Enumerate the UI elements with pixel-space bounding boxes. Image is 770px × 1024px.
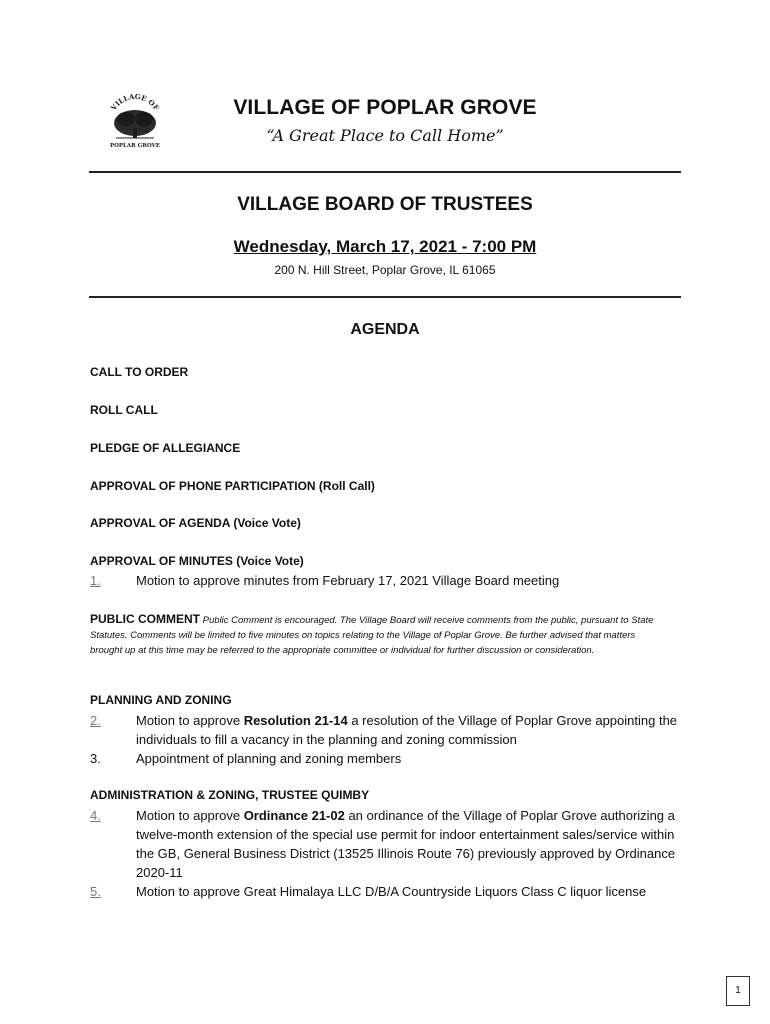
item-number-link[interactable]: 1. (90, 573, 101, 588)
approval-phone-participation: APPROVAL OF PHONE PARTICIPATION (Roll Call) (90, 479, 375, 493)
roll-call: ROLL CALL (90, 403, 158, 417)
item-text: Motion to approve Ordinance 21-02 an ordinance of the Village of Poplar Grove authorizing a twelve-month extension of the special use permit for indoor entertainment sales/service within the GB, General Business District (13525 Illinois Route 76) previously approved by Ordinance 2020-11 (136, 808, 676, 880)
resolution-number: Resolution 21-14 (243, 713, 348, 728)
logo-top-text: VILLAGE OF (108, 92, 162, 113)
public-comment-body: Public Comment is encouraged. The Village Board will receive comments from the public, pursuant to State Statutes. Comments will be limited to five minutes on topics relating to the Village of Poplar Grove. Be further advised that matters brought up at this time may be referred to the appropriate committee or individual for further discussion or consideration. (90, 615, 654, 656)
planning-zoning-heading: PLANNING AND ZONING (90, 693, 232, 707)
call-to-order: CALL TO ORDER (90, 365, 189, 379)
public-comment (90, 612, 658, 658)
item-number-link[interactable]: 2. (90, 713, 101, 728)
divider-bottom (89, 296, 681, 298)
item-number-link[interactable]: 4. (90, 808, 101, 823)
logo-bottom-text: POPLAR GROVE (109, 143, 161, 149)
item-text: Motion to approve Great Himalaya LLC D/B/A Countryside Liquors Class C liquor license (136, 884, 647, 899)
item-text: Motion to approve minutes from February 17, 2021 Village Board meeting (136, 573, 560, 588)
item-number-link[interactable]: 5. (90, 884, 101, 899)
item-text: Appointment of planning and zoning members (136, 751, 402, 766)
village-title: VILLAGE OF POPLAR GROVE (233, 96, 537, 119)
divider-top (89, 171, 681, 173)
svg-text:VILLAGE OF (108, 92, 161, 113)
pledge-of-allegiance: PLEDGE OF ALLEGIANCE (90, 441, 241, 455)
administration-zoning-heading: ADMINISTRATION & ZONING, TRUSTEE QUIMBY (90, 788, 370, 802)
board-title: VILLAGE BOARD OF TRUSTEES (237, 194, 533, 215)
item-text: Motion to approve Resolution 21-14 a resolution of the Village of Poplar Grove appointing the individuals to fill a vacancy in the planning and zoning commission (136, 713, 678, 747)
ordinance-number: Ordinance 21-02 (243, 808, 345, 823)
agenda-title: AGENDA (350, 321, 420, 338)
page-number: 1 (726, 976, 750, 1006)
village-logo (104, 92, 166, 150)
approval-minutes: APPROVAL OF MINUTES (Voice Vote) (90, 554, 304, 568)
tagline: “A Great Place to Call Home” (266, 126, 504, 145)
meeting-address: 200 N. Hill Street, Poplar Grove, IL 61065 (274, 263, 496, 277)
item-number: 3. (90, 751, 101, 766)
approval-agenda: APPROVAL OF AGENDA (Voice Vote) (90, 516, 301, 530)
meeting-date: Wednesday, March 17, 2021 - 7:00 PM (233, 237, 537, 256)
public-comment-heading: PUBLIC COMMENT (90, 612, 200, 626)
